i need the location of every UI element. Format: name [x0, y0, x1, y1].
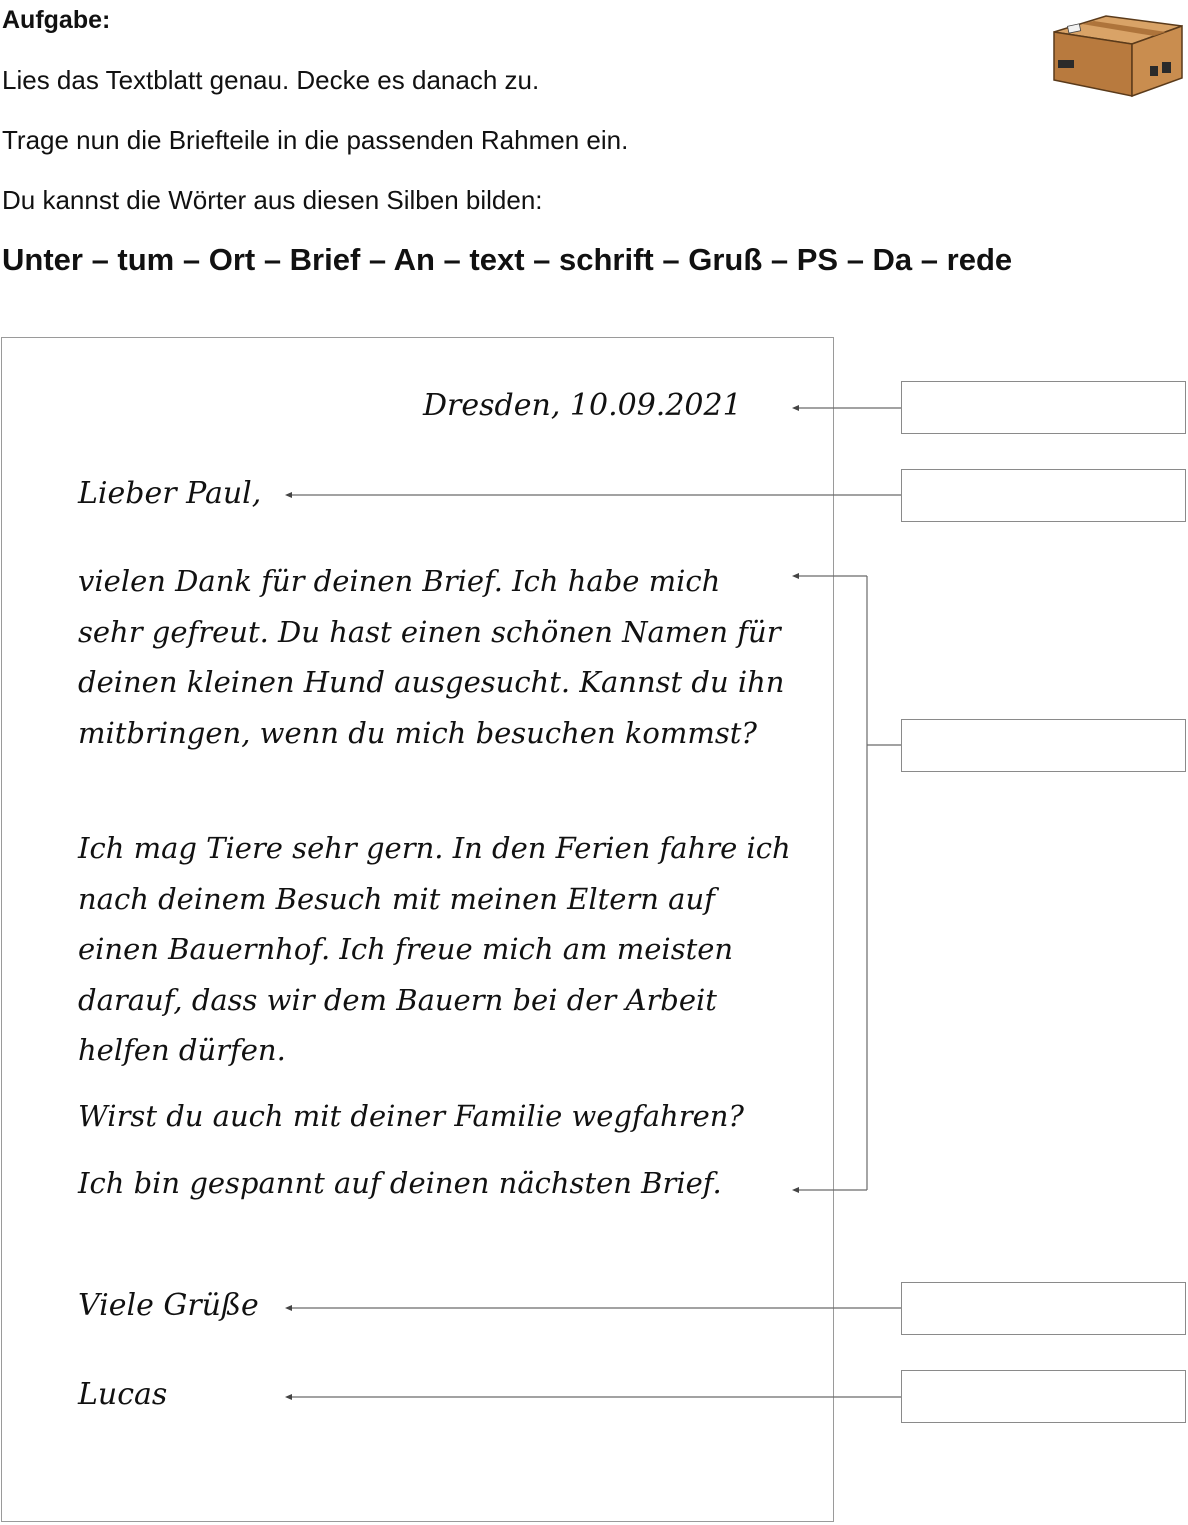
syllable-list: Unter – tum – Ort – Brief – An – text – schrift – Gruß – PS – Da – rede — [2, 242, 1013, 277]
instruction-fill: Trage nun die Briefteile in die passenden Rahmen ein. — [2, 125, 629, 155]
letter-salutation: Lieber Paul, — [78, 476, 262, 511]
task-title: Aufgabe: — [2, 6, 111, 34]
instruction-read: Lies das Textblatt genau. Decke es danach zu. — [2, 65, 540, 95]
letter-body-paragraph-1: vielen Dank für deinen Brief. Ich habe mich sehr gefreut. Du hast einen schönen Namen für deinen kleinen Hund ausgesucht. Kannst du ihn mitbringen, wenn du mich besuchen kommst? — [78, 564, 785, 750]
letter-body-paragraph-2: Ich mag Tiere sehr gern. In den Ferien fahre ich nach deinem Besuch mit meinen Eltern auf einen Bauernhof. Ich freue mich am meisten darauf, dass wir dem Bauern bei der Arbeit helfen dürfen. — [78, 831, 791, 1067]
answer-box-signature[interactable] — [901, 1370, 1186, 1423]
letter-closing: Viele Grüße — [78, 1288, 259, 1323]
package-box-icon — [1048, 10, 1188, 100]
letter-date-place: Dresden, 10.09.2021 — [423, 388, 742, 423]
answer-box-closing[interactable] — [901, 1282, 1186, 1335]
letter-signature: Lucas — [78, 1377, 168, 1412]
letter-body-paragraph-3: Wirst du auch mit deiner Familie wegfahren? — [78, 1099, 744, 1133]
answer-box-salutation[interactable] — [901, 469, 1186, 522]
letter-body-paragraph-4: Ich bin gespannt auf deinen nächsten Brief. — [78, 1166, 722, 1200]
answer-box-body[interactable] — [901, 719, 1186, 772]
instruction-syllables: Du kannst die Wörter aus diesen Silben bilden: — [2, 185, 543, 215]
answer-box-date[interactable] — [901, 381, 1186, 434]
